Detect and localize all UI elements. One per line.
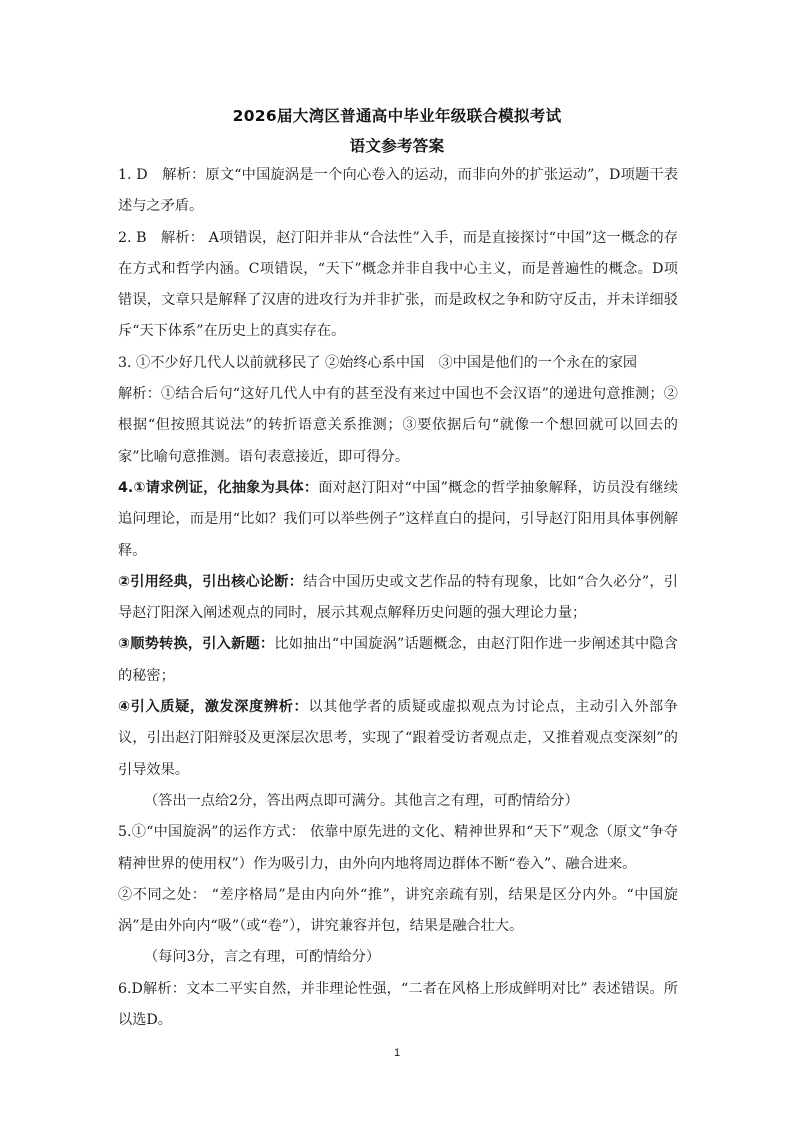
point-text: 面对赵汀阳对“中国”概念的哲学抽象解释，访员没有继续追问理论，而是用“比如？我们可以举些例子”这样直白的提问，引导赵汀阳用具体事例解释。 [118, 479, 678, 559]
answer-q5-part-2: ②不同之处： “差序格局”是由内向外“推”，讲究亲疏有别，结果是区分内外。“中国旋涡”是由外向内“吸”（或“卷”），讲究兼容并包，结果是融合壮大。 [118, 886, 678, 935]
answer-q2: 2. B 解析： A项错误，赵汀阳并非从“合法性”入手，而是直接探讨“中国”这一概念的存在方式和哲学内涵。C项错误，“天下”概念并非自我中心主义，而是普遍性的概念。D项错误，文章只是解释了汉唐的进攻行为并非扩张，而是政权之争和防守反击，并未详细驳斥“天下体系”在历史上的真实存在。 [118, 229, 678, 340]
point-lead: ③顺势转换，引入新题： [118, 636, 275, 653]
point-text: 以其他学者的质疑或虚拟观点为讨论点，主动引入外部争议，引出赵汀阳辩驳及更深层次思考，实现了“跟着受访者观点走，又推着观点变深刻”的引导效果。 [118, 699, 678, 778]
answer-q5-part-1: 5.①“中国旋涡”的运作方式： 依靠中原先进的文化、精神世界和“天下”观念（原文“争夺精神世界的使用权”）作为吸引力，由外向内地将周边群体不断“卷入”、融合进来。 [118, 824, 678, 872]
answer-q6: 6.D解析：文本二平实自然，并非理论性强，“二者在风格上形成鲜明对比” 表述错误。所以选D。 [118, 980, 678, 1029]
answer-q4-scoring-note: （答出一点给2分，答出两点即可满分。其他言之有理，可酌情给分） [144, 792, 579, 809]
point-lead: ④引入质疑，激发深度辨析： [118, 699, 309, 716]
answer-q4-point-2 [118, 567, 678, 630]
answer-q4-point-3 [118, 629, 678, 692]
answer-q3: 3. ①不少好几代人以前就移民了 ②始终心系中国 ③中国是他们的一个永在的家园 [118, 354, 638, 371]
page-number: 1 [393, 1047, 401, 1059]
page-title: 2026届大湾区普通高中毕业年级联合模拟考试 [232, 107, 562, 125]
answer-q5-scoring-note: （每问3分，言之有理，可酌情给分） [144, 949, 381, 966]
point-text: 比如抽出“中国旋涡”话题概念，由赵汀阳作进一步阐述其中隐含的秘密； [118, 636, 678, 684]
answer-q1: 1. D 解析：原文“中国旋涡是一个向心卷入的运动，而非向外的扩张运动”，D项题干表述与之矛盾。 [118, 167, 678, 215]
answer-body [118, 160, 678, 1036]
page-subtitle: 语文参考答案 [349, 137, 445, 155]
point-text: 结合中国历史或文艺作品的特有现象，比如“合久必分”，引导赵汀阳深入阐述观点的同时，展示其观点解释历史问题的强大理论力量； [118, 573, 678, 622]
answer-q3-analysis: 解析：①结合后句“这好几代人中有的甚至没有来过中国也不会汉语”的递进句意推测；②根据“但按照其说法”的转折语意关系推测；③要依据后句“就像一个想回就可以回去的家”比喻句意推测。语句表意接近，即可得分。 [118, 386, 678, 465]
answer-q4-point-4 [118, 692, 678, 786]
point-lead: ②引用经典，引出核心论断： [118, 573, 304, 590]
answer-q4-point-1 [118, 473, 678, 567]
point-lead: 4.①请求例证，化抽象为具体： [118, 479, 319, 496]
